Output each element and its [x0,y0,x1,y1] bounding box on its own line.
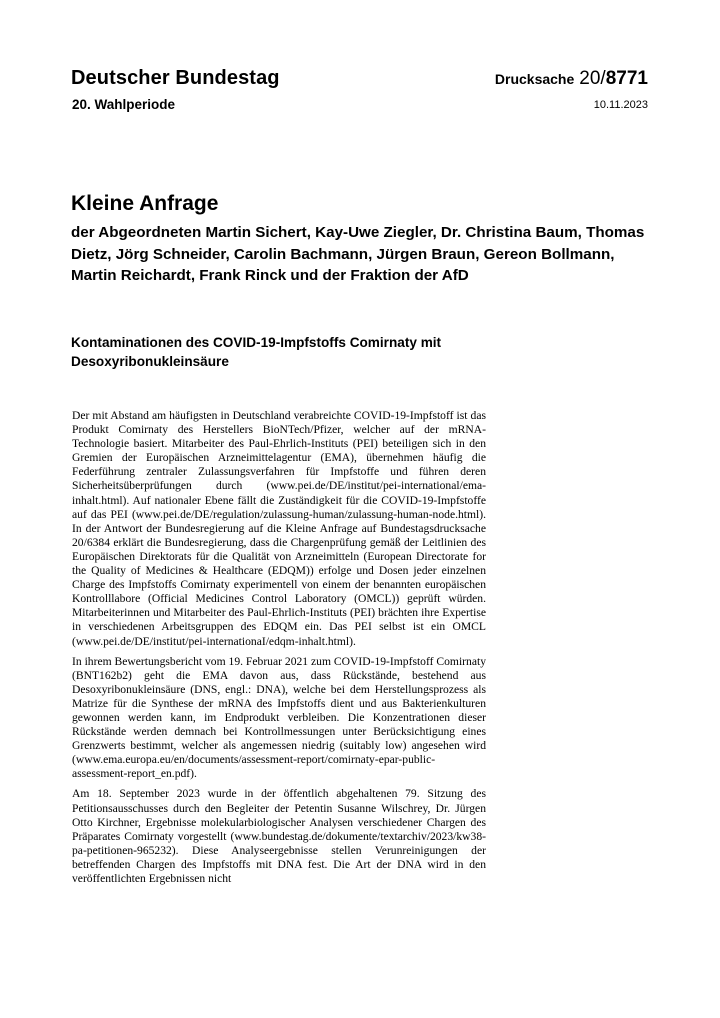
body-paragraph: Der mit Abstand am häufigsten in Deutschland verabreichte COVID-19-Impfstoff ist das Produkt Comirnaty des Herstellers BioNTech/Pfizer, welcher auf der mRNA-Technologie basiert. Mitarbeiter des Paul-Ehrlich-Instituts (PEI) beteiligen sich in den Gremien der Europäischen Arzneimittelagentur (EMA), übernehmen häufig die Federführung zentraler Zulassungsverfahren für Impfstoffe und führen deren Sicherheitsüberprüfungen durch (www.pei.de/DE/institut/pei-international/ema-inhalt.html). Auf nationaler Ebene fällt die Zuständigkeit für die COVID-19-Impfstoffe auf das PEI (www.pei.de/DE/regulation/zulassung-human/zulassung-human-node.html). In der Antwort der Bundesregierung auf die Kleine Anfrage auf Bundestagsdrucksache 20/6384 erklärt die Bundesregierung, dass die Chargenprüfung gemäß der Leitlinien des Europäischen Direktorats für die Qualität von Arzneimitteln (European Directorate for the Quality of Medicines & Healthcare (EDQM)) erfolge und Dosen jeder einzelnen Charge des Impfstoffs Comirnaty experimentell von einem der benannten europäischen Kontrolllabore (Official Medicines Control Laboratory (OMCL)) geprüft würden. Mitarbeiterinnen und Mitarbeiter des Paul-Ehrlich-Instituts (PEI) brächten ihre Expertise in verschiedenen Arbeitsgruppen des EDQM ein. Das PEI selbst ist ein OMCL (www.pei.de/DE/institut/pei-internationaI/edqm-inhalt.html). [72,409,486,648]
document-date: 10.11.2023 [593,99,648,111]
drucksache-id [579,68,648,89]
drucksache-period: 20/ [579,68,606,89]
body-text [72,409,486,892]
institution-name: Deutscher Bundestag [71,67,280,89]
document-type: Kleine Anfrage [71,192,219,215]
drucksache-label: Drucksache [494,71,575,87]
body-paragraph: Am 18. September 2023 wurde in der öffentlich abgehaltenen 79. Sitzung des Petitionsausschusses durch den Begleiter der Petentin Susanne Wilschrey, Dr. Jürgen Otto Kirchner, Ergebnisse molekularbiologischer Analysen verschiedener Chargen des Präparates Comirnaty vorgestellt (www.bundestag.de/dokumente/textarchiv/2023/kw38-pa-petitionen-965232). Diese Analyseergebnisse stellen Verunreinigungen der betreffenden Chargen des Impfstoffs mit DNA fest. Die Art der DNA wird in den veröffentlichten Ergebnissen nicht [72,787,486,885]
body-paragraph: In ihrem Bewertungsbericht vom 19. Februar 2021 zum COVID-19-Impfstoff Comirnaty (BNT162b2) geht die EMA davon aus, dass Rückstände, bestehend aus Desoxyribonukleinsäure (DNS, engl.: DNA), welche bei dem Herstellungsprozess als Matrize für die Synthese der mRNA des Impfstoffs dient und aus Bakterienkulturen gewonnen werden kann, im Endprodukt verbleiben. Die Konzentrationen dieser Rückstände werden demnach bei Kontrollmessungen unter Berücksichtigung eines Grenzwerts bestimmt, welcher als angemessen niedrig (suitably low) angesehen wird (www.ema.europa.eu/en/documents/assessment-report/comirnaty-epar-public-assessment-report_en.pdf). [72,654,486,781]
document-subject: Kontaminationen des COVID-19-Impfstoffs Comirnaty mit Desoxyribonukleinsäure [71,335,442,369]
drucksache-number [495,68,648,90]
authors-line: der Abgeordneten Martin Sichert, Kay-Uwe Ziegler, Dr. Christina Baum, Thomas Dietz, Jörg Schneider, Carolin Bachmann, Jürgen Braun, Gereon Bollmann, Martin Reichardt, Frank Rinck und der Fraktion der AfD [71,224,645,284]
legislative-period: 20. Wahlperiode [72,97,176,112]
drucksache-serial: 8771 [605,68,648,89]
